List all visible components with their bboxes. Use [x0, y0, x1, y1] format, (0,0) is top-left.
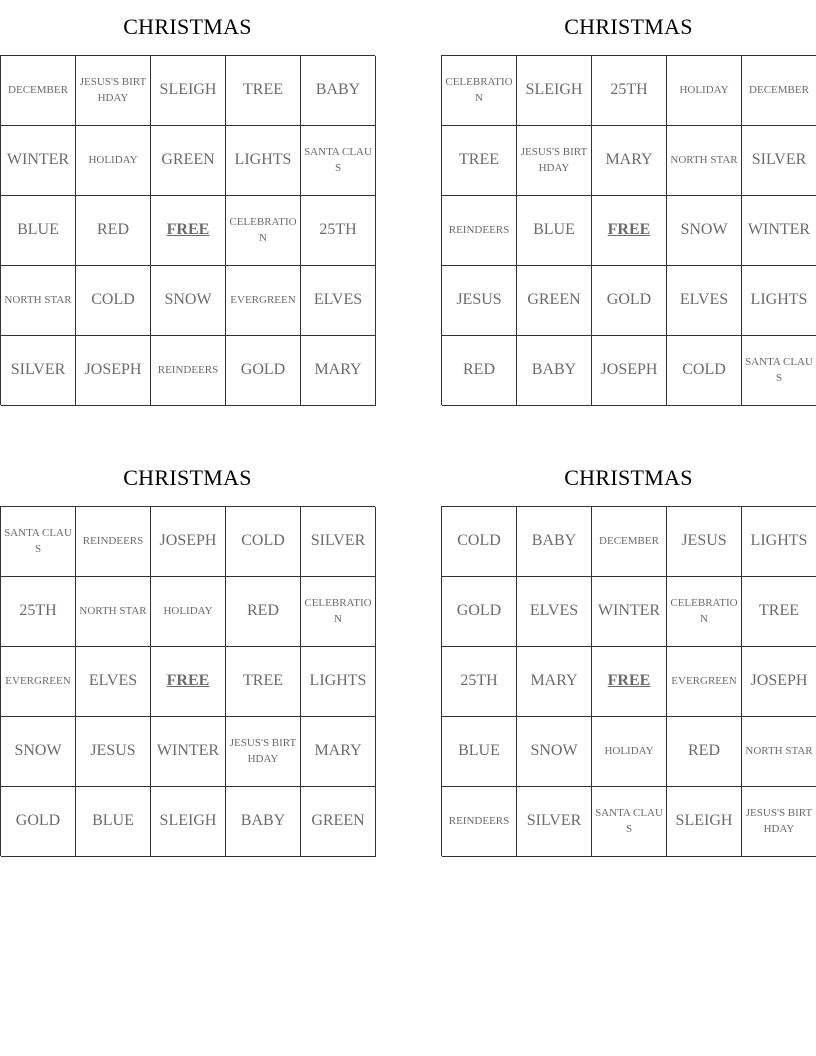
bingo-cell: 25TH — [442, 647, 517, 717]
bingo-cell: 25TH — [1, 577, 76, 647]
bingo-cell: LIGHTS — [742, 507, 816, 577]
bingo-cell: ELVES — [301, 266, 376, 336]
bingo-cell: BABY — [226, 787, 301, 857]
bingo-cell: EVERGREEN — [667, 647, 742, 717]
bingo-cell: RED — [226, 577, 301, 647]
bingo-cell: SILVER — [517, 787, 592, 857]
bingo-cell: SNOW — [151, 266, 226, 336]
bingo-cell: BLUE — [76, 787, 151, 857]
bingo-cell: NORTH STAR — [1, 266, 76, 336]
bingo-cell: BLUE — [517, 196, 592, 266]
bingo-cell: SILVER — [1, 336, 76, 406]
bingo-cell: GREEN — [301, 787, 376, 857]
bingo-cell: REINDEERS — [76, 507, 151, 577]
bingo-cell: JESUS — [667, 507, 742, 577]
free-space-cell: FREE — [592, 196, 667, 266]
bingo-cell: SANTA CLAUS — [301, 126, 376, 196]
bingo-cell: HOLIDAY — [76, 126, 151, 196]
bingo-cell: JESUS'S BIRTHDAY — [226, 717, 301, 787]
free-space-cell: FREE — [151, 647, 226, 717]
bingo-cell: ELVES — [667, 266, 742, 336]
bingo-cell: HOLIDAY — [151, 577, 226, 647]
bingo-grid — [441, 506, 816, 856]
bingo-cell: COLD — [76, 266, 151, 336]
bingo-cell: TREE — [226, 647, 301, 717]
bingo-cell: SANTA CLAUS — [592, 787, 667, 857]
bingo-cell: ELVES — [517, 577, 592, 647]
bingo-cell: CELEBRATION — [226, 196, 301, 266]
bingo-cell: BABY — [517, 507, 592, 577]
bingo-cell: COLD — [667, 336, 742, 406]
bingo-cell: SILVER — [301, 507, 376, 577]
bingo-cell: CELEBRATION — [667, 577, 742, 647]
bingo-cell: EVERGREEN — [226, 266, 301, 336]
bingo-cell: SNOW — [517, 717, 592, 787]
bingo-cell: JESUS — [76, 717, 151, 787]
bingo-cell: DECEMBER — [1, 56, 76, 126]
card-title: CHRISTMAS — [564, 14, 693, 39]
bingo-cell: 25TH — [592, 56, 667, 126]
bingo-card — [0, 0, 375, 405]
card-title: CHRISTMAS — [123, 465, 252, 490]
bingo-cell: JESUS'S BIRTHDAY — [76, 56, 151, 126]
bingo-cell: SLEIGH — [151, 787, 226, 857]
free-space-cell: FREE — [151, 196, 226, 266]
bingo-cell: WINTER — [1, 126, 76, 196]
bingo-cell: COLD — [226, 507, 301, 577]
bingo-cell: RED — [76, 196, 151, 266]
bingo-cell: JOSEPH — [742, 647, 816, 717]
bingo-cell: JOSEPH — [592, 336, 667, 406]
bingo-cell: SNOW — [667, 196, 742, 266]
free-space-cell: FREE — [592, 647, 667, 717]
bingo-cell: TREE — [226, 56, 301, 126]
bingo-card — [0, 451, 375, 856]
bingo-cell: COLD — [442, 507, 517, 577]
bingo-cell: WINTER — [151, 717, 226, 787]
bingo-grid — [441, 55, 816, 405]
bingo-cell: BABY — [517, 336, 592, 406]
bingo-cell: DECEMBER — [592, 507, 667, 577]
bingo-cell: SLEIGH — [151, 56, 226, 126]
bingo-cell: BLUE — [1, 196, 76, 266]
bingo-cell: GOLD — [1, 787, 76, 857]
bingo-cell: LIGHTS — [742, 266, 816, 336]
bingo-cell: REINDEERS — [151, 336, 226, 406]
bingo-cell: MARY — [301, 717, 376, 787]
bingo-cell: JESUS'S BIRTHDAY — [742, 787, 816, 857]
bingo-cell: SNOW — [1, 717, 76, 787]
bingo-cell: LIGHTS — [226, 126, 301, 196]
bingo-cell: CELEBRATION — [442, 56, 517, 126]
bingo-cell: TREE — [742, 577, 816, 647]
bingo-cell: SANTA CLAUS — [1, 507, 76, 577]
bingo-cell: LIGHTS — [301, 647, 376, 717]
bingo-card — [441, 451, 816, 856]
bingo-cell: NORTH STAR — [742, 717, 816, 787]
bingo-cell: MARY — [592, 126, 667, 196]
bingo-cell: 25TH — [301, 196, 376, 266]
bingo-cell: SANTA CLAUS — [742, 336, 816, 406]
card-title: CHRISTMAS — [123, 14, 252, 39]
bingo-cell: SILVER — [742, 126, 816, 196]
bingo-cell: CELEBRATION — [301, 577, 376, 647]
bingo-cell: JESUS'S BIRTHDAY — [517, 126, 592, 196]
bingo-cell: NORTH STAR — [667, 126, 742, 196]
bingo-cell: WINTER — [742, 196, 816, 266]
bingo-cell: HOLIDAY — [667, 56, 742, 126]
bingo-cell: WINTER — [592, 577, 667, 647]
bingo-cell: GOLD — [592, 266, 667, 336]
card-title: CHRISTMAS — [564, 465, 693, 490]
bingo-cell: SLEIGH — [667, 787, 742, 857]
bingo-grid — [0, 55, 375, 405]
bingo-cell: RED — [442, 336, 517, 406]
bingo-cell: MARY — [517, 647, 592, 717]
bingo-cell: JOSEPH — [151, 507, 226, 577]
bingo-cell: EVERGREEN — [1, 647, 76, 717]
bingo-cell: GOLD — [442, 577, 517, 647]
bingo-cell: GOLD — [226, 336, 301, 406]
bingo-cell: JESUS — [442, 266, 517, 336]
bingo-cell: HOLIDAY — [592, 717, 667, 787]
bingo-cell: NORTH STAR — [76, 577, 151, 647]
bingo-cell: TREE — [442, 126, 517, 196]
bingo-cell: BABY — [301, 56, 376, 126]
bingo-cell: RED — [667, 717, 742, 787]
bingo-cell: JOSEPH — [76, 336, 151, 406]
bingo-cell: GREEN — [151, 126, 226, 196]
bingo-cell: REINDEERS — [442, 787, 517, 857]
bingo-cell: DECEMBER — [742, 56, 816, 126]
bingo-cell: BLUE — [442, 717, 517, 787]
bingo-cell: MARY — [301, 336, 376, 406]
bingo-cell: ELVES — [76, 647, 151, 717]
bingo-cell: REINDEERS — [442, 196, 517, 266]
bingo-grid — [0, 506, 375, 856]
bingo-cell: GREEN — [517, 266, 592, 336]
bingo-card — [441, 0, 816, 405]
bingo-cell: SLEIGH — [517, 56, 592, 126]
